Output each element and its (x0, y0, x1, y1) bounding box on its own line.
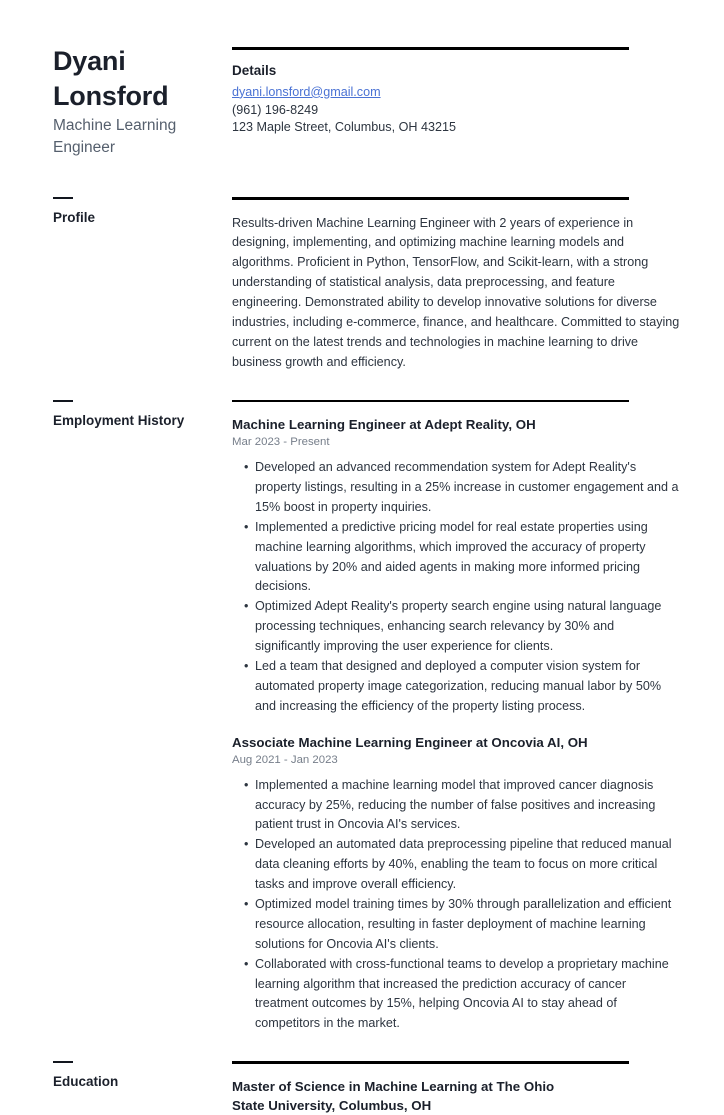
section-label-education: Education (53, 1074, 119, 1090)
profile-body (232, 200, 681, 373)
page-title (53, 0, 232, 113)
details-body (232, 50, 681, 138)
header-identity (0, 0, 232, 159)
list-item: • Developed an advanced recommendation system for Adept Reality's property listings, resulting in a 25% increase in customer engagement and a 15% boost in property inquiries. (232, 458, 681, 518)
employment-label-column (0, 400, 232, 429)
details-rule-wrap (232, 0, 681, 50)
employment-entry-dates: Aug 2021 - Jan 2023 (232, 753, 338, 766)
list-item: • Optimized Adept Reality's property search engine using natural language processing techniques, enhancing search relevancy by 30% and significantly improving the user experience for clients. (232, 597, 681, 657)
section-dash-icon (53, 400, 73, 402)
details-column (232, 0, 724, 137)
employment-entry-dates: Mar 2023 - Present (232, 436, 330, 449)
education-body (232, 1064, 681, 1115)
education-entry-title: Master of Science in Machine Learning at The Ohio State University, Columbus, OH (232, 1078, 555, 1113)
details-heading: Details (232, 62, 277, 78)
education-entry (232, 1078, 681, 1115)
employment-entry (232, 734, 681, 1034)
profile-content-column (232, 197, 724, 373)
details-email-row (232, 83, 681, 102)
section-profile (0, 159, 724, 373)
profile-text: Results-driven Machine Learning Engineer with 2 years of experience in designing, implementing, and optimizing machine learning models and algorithms. Proficient in Python, TensorFlow, and Scikit-learn, with a strong understanding of statistical analysis, data preprocessing, and feature engineering. Demonstrated ability to develop innovative solutions for diverse industries, including e-commerce, finance, and healthcare. Committed to staying current on the latest trends and technologies in machine learning to drive business growth and efficiency. (232, 215, 680, 369)
list-item: • Collaborated with cross-functional teams to develop a proprietary machine learning algorithm that increased the prediction accuracy of cancer treatment outcomes by 15%, helping Oncovia AI to stay ahead of competitors in the market. (232, 955, 681, 1035)
section-dash-icon (53, 197, 73, 199)
education-label-column (0, 1061, 232, 1090)
section-label-profile: Profile (53, 210, 96, 226)
list-item: • Implemented a machine learning model that improved cancer diagnosis accuracy by 25%, reducing the number of false positives and increasing patient trust in Oncovia AI's services. (232, 776, 681, 836)
employment-body (232, 402, 681, 1034)
section-education (0, 1034, 724, 1115)
list-item: • Developed an automated data preprocessing pipeline that reduced manual data cleaning efforts by 40%, enabling the team to focus on more critical tasks and improve overall efficiency. (232, 835, 681, 895)
resume-header (0, 0, 724, 159)
section-label-employment: Employment History (53, 412, 185, 428)
name-line-1: Dyani (53, 46, 126, 76)
education-content-column (232, 1061, 724, 1115)
employment-entry-title: Associate Machine Learning Engineer at Oncovia AI, OH (232, 734, 588, 750)
details-address: 123 Maple Street, Columbus, OH 43215 (232, 120, 457, 135)
job-title: Machine Learning Engineer (53, 117, 177, 157)
details-phone: (961) 196-8249 (232, 102, 319, 117)
section-employment (0, 373, 724, 1034)
list-item: • Implemented a predictive pricing model for real estate properties using machine learning algorithms, which improved the accuracy of property valuations by 20% and aided agents in making more informed pricing decisions. (232, 518, 681, 598)
employment-entry-bullets (232, 776, 681, 1035)
employment-entry (232, 416, 681, 716)
email-link[interactable]: dyani.lonsford@gmail.com (232, 84, 381, 99)
list-item: • Optimized model training times by 30% through parallelization and efficient resource allocation, resulting in faster deployment of machine learning solutions for Oncovia AI's clients. (232, 895, 681, 955)
employment-content-column (232, 400, 724, 1034)
name-line-2: Lonsford (53, 80, 169, 111)
section-dash-icon (53, 1061, 73, 1063)
employment-entry-bullets (232, 458, 681, 717)
list-item: • Led a team that designed and deployed a computer vision system for automated property image categorization, reducing manual labor by 50% and increasing the efficiency of the property listing process. (232, 657, 681, 717)
profile-label-column (0, 197, 232, 226)
employment-entry-title: Machine Learning Engineer at Adept Reality, OH (232, 417, 536, 433)
